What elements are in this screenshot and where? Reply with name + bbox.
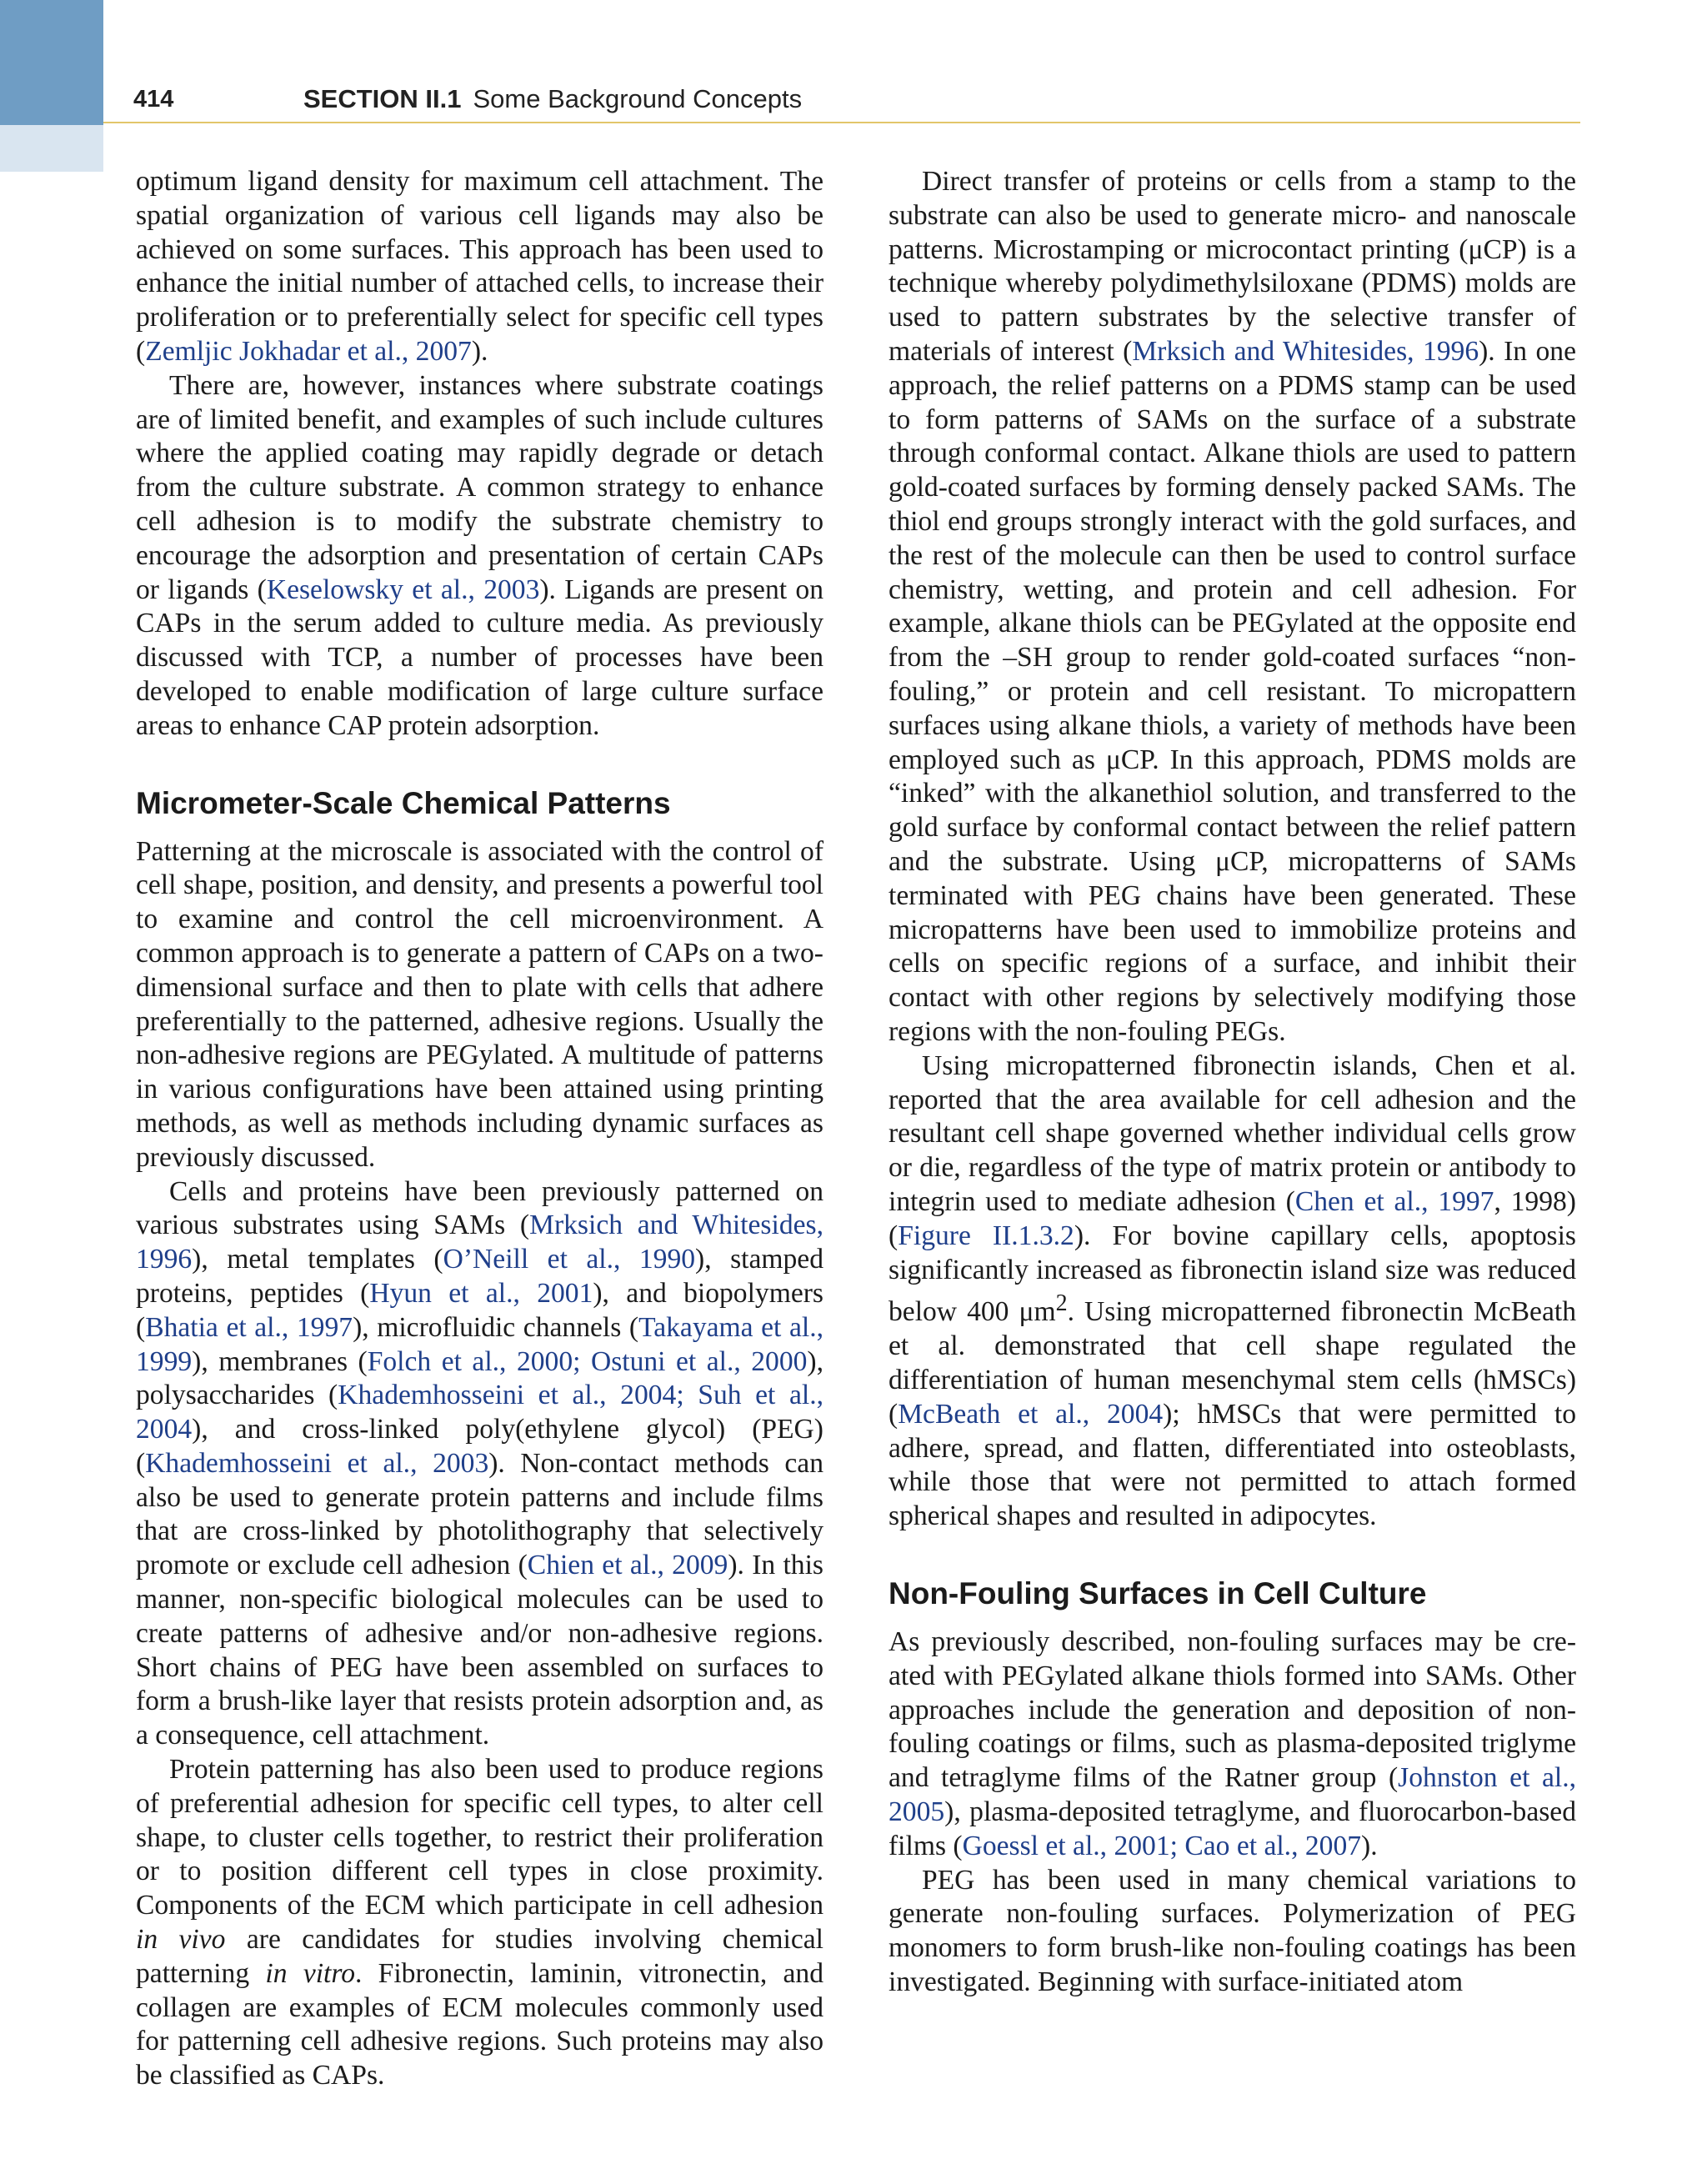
corner-tab xyxy=(0,0,103,125)
citation-link[interactable]: Mrksich and Whitesides, 1996 xyxy=(1132,335,1479,367)
paragraph: Protein patterning has also been used to produce regions of preferential adhesion for specific cell types, to alter cell shape, to cluster cells together, to restrict their proliferation or to position different cell types in close proximity. Components of the ECM which participate in cell adhesion in vivo are candidates for studies involving chemical patterning in vitro. Fibronectin, laminin, vitronectin, and collagen are examples of ECM molecules commonly used for patterning cell adhesive regions. Such proteins may also be classified as CAPs. xyxy=(136,1754,824,2091)
left-column xyxy=(136,165,823,2093)
citation-link[interactable]: Chien et al., 2009 xyxy=(527,1550,728,1581)
figure-link[interactable]: Figure II.1.3.2 xyxy=(898,1220,1074,1251)
citation-link[interactable]: Folch et al., 2000; Ostuni et al., 2000 xyxy=(367,1345,808,1377)
paragraph: Direct transfer of proteins or cells from a stamp to the substrate can also be used to generate micro- and nanoscale patterns. Microstamping or microcontact printing (μCP) is a technique whereby polydimethylsiloxane (PDMS) molds are used to pattern substrates by the selective transfer of materials of interest (Mrksich and Whitesides, 1996). In one approach, the relief patterns on a PDMS stamp can be used to form patterns of SAMs on the surface of a substrate through conformal contact. Alkane thiols are used to pattern gold-coated surfaces by forming densely packed SAMs. The thiol end groups strongly interact with the gold surfaces, and the rest of the molecule can then be used to control surface chemistry, wetting, and protein and cell adhesion. For example, alkane thiols can be PEGylated at the opposite end from the –SH group to render gold-coated surfaces “non-fouling,” or protein and cell resistant. To micropattern surfaces using alkane thiols, a variety of methods have been employed such as μCP. In this approach, PDMS molds are “inked” with the alkanethiol solution, and transferred to the gold surface by conformal contact between the relief pattern and the substrate. Using μCP, micropatterns of SAMs terminated with PEG chains have been generated. These micropatterns have been used to immobilize proteins and cells on specific regions of a surface, and inhibit their contact with other regions by selectively modifying those regions with the non-fouling PEGs. xyxy=(889,166,1576,1047)
section-title: Some Background Concepts xyxy=(473,84,803,113)
citation-link[interactable]: Chen et al., 1997 xyxy=(1294,1185,1494,1217)
citation-link[interactable]: Mrksich and Whitesides, 1996 xyxy=(136,1210,823,1275)
citation-link[interactable]: Johnston et al., 2005 xyxy=(889,1762,1576,1828)
corner-tab-light xyxy=(0,125,103,172)
citation-link[interactable]: Khademhosseini et al., 2003 xyxy=(145,1447,489,1479)
citation-link[interactable]: Takayama et al., 1999 xyxy=(136,1311,824,1377)
paragraph: Patterning at the microscale is associated with the control of cell shape, position, and density, and presents a powerful tool to examine and control the cell microenvironment. A common approach is to generate a pattern of CAPs on a two-dimensional surface and then to plate with cells that adhere preferentially to the patterned, adhesive regions. Usually the non-adhesive regions are PEGylated. A multitude of patterns in various configurations have been attained using printing methods, as well as methods including dynamic surfaces as previously discussed. xyxy=(136,835,823,1173)
running-header xyxy=(103,79,1580,123)
citation-link[interactable]: Goessl et al., 2001; Cao et al., 2007 xyxy=(962,1830,1362,1861)
paragraph: PEG has been used in many chemical variations to generate non-fouling surfaces. Polymerization of PEG monomers to form brush-like non-fouling coatings has been investigated. Beginning with surface-initiated atom xyxy=(889,1864,1576,1998)
paragraph: Using micropatterned fibronectin islands, Chen et al. reported that the area available for cell adhesion and the resultant cell shape governed whether individual cells grow or die, regardless of the type of matrix protein or antibody to integrin used to mediate adhesion (Chen et al., 1997, 1998) (Figure II.1.3.2). For bovine capillary cells, apoptosis significantly increased as fibronectin island size was reduced below 400 $\mu m^2$. Using micropatterned fibronectin McBeath et al. demonstrated that cell shape regulated the differentiation of human mesenchymal stem cells (hMSCs) (McBeath et al., 2004); hMSCs that were permitted to adhere, spread, and flatten, differentiated into osteoblasts, while those that were not permitted to attach formed spherical shapes and resulted in adipocytes. xyxy=(889,1049,1576,1532)
header-rule xyxy=(103,122,1580,123)
paragraph: optimum ligand density for maximum cell attachment. The spatial organization of various cell ligands may also be achieved on some surfaces. This approach has been used to enhance the initial number of attached cells, to increase their proliferation or to preferentially select for specific cell types (Zemljic Jokhadar et al., 2007). xyxy=(136,166,823,367)
paragraph: Cells and proteins have been previously patterned on various substrates using SAMs (Mrksich and Whitesides, 1996), metal templates (O’Neill et al., 1990), stamped proteins, peptides (Hyun et al., 2001), and biopolymers (Bhatia et al., 1997), microfluidic channels (Takayama et al., 1999), membranes (Folch et al., 2000; Ostuni et al., 2000), polysaccharides (Khademhosseini et al., 2004; Suh et al., 2004), and cross-linked poly(ethylene glycol) (PEG) (Khademhosseini et al., 2003). Non-contact methods can also be used to generate protein patterns and include films that are cross-linked by photolithography that selectively promote or exclude cell adhesion (Chien et al., 2009). In this manner, non-specific biological molecules can be used to create patterns of adhesive and/or non-adhesive regions. Short chains of PEG have been assembled on surfaces to form a brush-like layer that resists protein adsorption and, as a consequence, cell attachment. xyxy=(136,1175,824,1751)
paragraph: There are, however, instances where substrate coatings are of limited benefit, and examples of such include cultures where the applied coating may rapidly degrade or detach from the culture substrate. A common strategy to enhance cell adhesion is to modify the substrate chemistry to encourage the adsorption and presentation of certain CAPs or ligands (Keselowsky et al., 2003). Ligands are present on CAPs in the serum added to culture media. As previously discussed with TCP, a number of processes have been developed to enable modification of large culture surface areas to enhance CAP protein adsorption. xyxy=(136,369,823,741)
page-number: 414 xyxy=(133,86,174,113)
section-heading: Non-Fouling Surfaces in Cell Culture xyxy=(889,1576,1427,1611)
right-column xyxy=(889,165,1576,2000)
section-number: SECTION II.1 xyxy=(303,84,462,113)
citation-link[interactable]: Hyun et al., 2001 xyxy=(369,1277,593,1309)
paragraph: As previously described, non-fouling surfaces may be created with PEGylated alkane thiols formed into SAMs. Other approaches include the generation and deposition of non-fouling coatings or films, such as plasma-deposited triglyme and tetraglyme films of the Ratner group (Johnston et al., 2005), plasma-deposited tetraglyme, and fluorocarbon-based films (Goessl et al., 2001; Cao et al., 2007). xyxy=(889,1626,1576,1861)
citation-link[interactable]: Bhatia et al., 1997 xyxy=(145,1311,353,1343)
section-label xyxy=(303,84,802,114)
section-heading: Micrometer-Scale Chemical Patterns xyxy=(136,785,671,820)
citation-link[interactable]: Keselowsky et al., 2003 xyxy=(266,574,540,605)
citation-link[interactable]: O’Neill et al., 1990 xyxy=(443,1244,696,1275)
citation-link[interactable]: Zemljic Jokhadar et al., 2007 xyxy=(145,335,472,367)
citation-link[interactable]: Khademhosseini et al., 2004; Suh et al., 2004 xyxy=(136,1380,824,1445)
citation-link[interactable]: McBeath et al., 2004 xyxy=(898,1398,1164,1430)
